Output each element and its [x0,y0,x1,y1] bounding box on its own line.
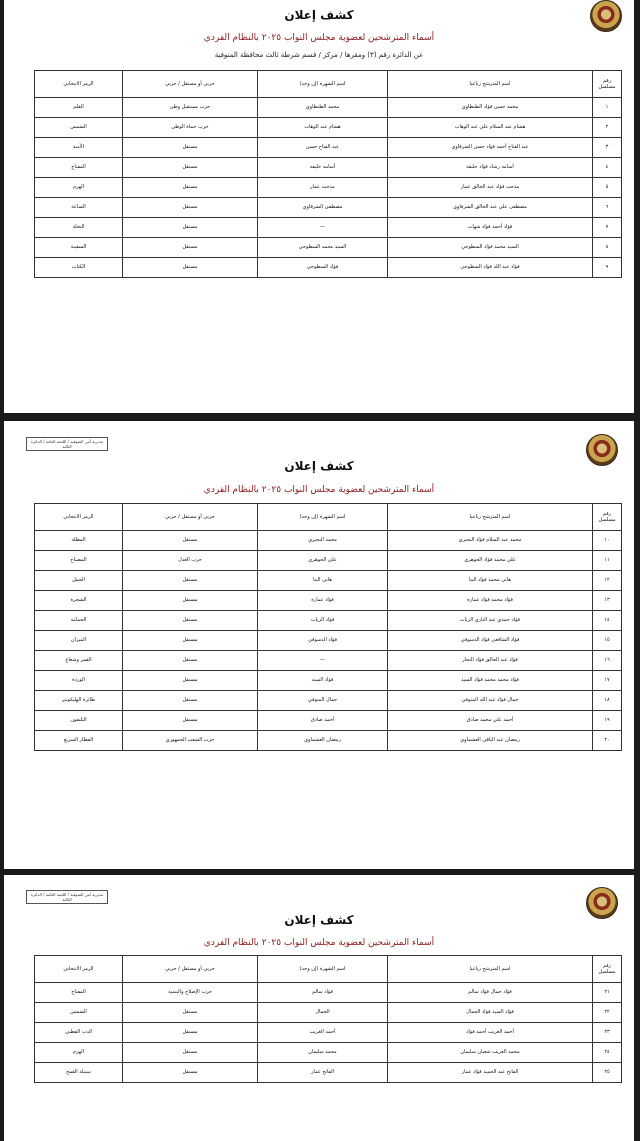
cell-serial: ١٣ [593,591,622,611]
table-row [35,711,622,731]
table-row [35,531,622,551]
table-row [35,1063,622,1083]
cell-serial: ١٧ [593,671,622,691]
cell-symbol: الجمل [35,571,123,591]
cell-symbol: المفتاح [35,158,123,178]
district-info: عن الدائرة رقم (٣) ومقرها / مركز / قسم شرطة ثالث محافظة المنوفية [214,51,424,59]
cell-symbol: سنبلة القمح [35,1063,123,1083]
cell-nickname: فؤاد السطوحي [258,258,388,278]
cell-nickname: — [258,651,388,671]
table-row [35,98,622,118]
table-row [35,731,622,751]
cell-name: فؤاد محمد فؤاد عمارة [388,591,593,611]
table-row [35,1043,622,1063]
cell-symbol: السفينة [35,238,123,258]
cell-symbol: القلم [35,98,123,118]
official-stamp: مديرية أمن المنوفية / اللجنة العامة / الدائرة الثالثة [26,890,108,904]
cell-serial: ٢٤ [593,1043,622,1063]
cell-name: محمد حسن فؤاد الطنطاوي [388,98,593,118]
cell-symbol: الحمامة [35,611,123,631]
header-symbol: الرمز الانتخابي [35,71,123,98]
cell-affiliation: مستقل [123,631,258,651]
candidates-table [34,955,622,1083]
cell-nickname: رمضان العشماوي [258,731,388,751]
table-row [35,158,622,178]
cell-serial: ٢١ [593,983,622,1003]
official-stamp: مديرية أمن المنوفية / اللجنة العامة / الدائرة الثالثة [26,437,108,451]
cell-affiliation: مستقل [123,238,258,258]
cell-affiliation: مستقل [123,1023,258,1043]
cell-name: فؤاد عبد الخالق فؤاد النجار [388,651,593,671]
cell-affiliation: مستقل [123,691,258,711]
table-header-row [35,504,622,531]
cell-serial: ٢٢ [593,1003,622,1023]
cell-serial: ٦ [593,198,622,218]
cell-affiliation: مستقل [123,138,258,158]
candidates-table [34,70,622,278]
header-name: اسم المترشح رباعيا [388,956,593,983]
header-symbol: الرمز الانتخابي [35,956,123,983]
cell-nickname: محمد سليمان [258,1043,388,1063]
cell-affiliation: مستقل [123,531,258,551]
table-header-row [35,956,622,983]
cell-affiliation: حزب مستقبل وطن [123,98,258,118]
cell-nickname: الفاتح عمار [258,1063,388,1083]
cell-name: هاني محمد فؤاد البنا [388,571,593,591]
header-nickname: اسم الشهرة (إن وجد) [258,71,388,98]
cell-affiliation: مستقل [123,258,258,278]
cell-affiliation: مستقل [123,611,258,631]
cell-affiliation: مستقل [123,218,258,238]
table-row [35,178,622,198]
table-row [35,118,622,138]
header-serial: رقم مسلسل [593,71,622,98]
cell-symbol: الساعة [35,198,123,218]
table-header-row [35,71,622,98]
table-row [35,983,622,1003]
document-page-3 [4,875,634,1141]
cell-serial: ٧ [593,218,622,238]
cell-nickname: — [258,218,388,238]
cell-name: فؤاد حمدي عبد الباري الزيات [388,611,593,631]
cell-serial: ١ [593,98,622,118]
cell-name: فؤاد السيد فؤاد الجمال [388,1003,593,1023]
cell-serial: ٢٠ [593,731,622,751]
cell-affiliation: مستقل [123,1063,258,1083]
cell-name: رمضان عبد الباقي العشماوي [388,731,593,751]
cell-nickname: جمال المنوفي [258,691,388,711]
table-row [35,591,622,611]
cell-affiliation: حزب الإصلاح والتنمية [123,983,258,1003]
cell-symbol: الشمس [35,1003,123,1023]
cell-name: أحمد الغريب أحمد فؤاد [388,1023,593,1043]
cell-symbol: طائرة الهليكوبتر [35,691,123,711]
cell-nickname: فؤاد السيد [258,671,388,691]
cell-name: محمد عبد السلام فؤاد البحيري [388,531,593,551]
table-row [35,218,622,238]
cell-nickname: فؤاد الزيات [258,611,388,631]
cell-symbol: الكتاب [35,258,123,278]
cell-symbol: الدب القطبي [35,1023,123,1043]
table-row [35,691,622,711]
cell-serial: ١٠ [593,531,622,551]
header-nickname: اسم الشهرة (إن وجد) [258,504,388,531]
cell-affiliation: مستقل [123,1043,258,1063]
cell-nickname: عبد الفتاح حسن [258,138,388,158]
cell-name: مدحت فؤاد عبد الخالق عمار [388,178,593,198]
cell-serial: ٢٥ [593,1063,622,1083]
document-page-1 [4,0,634,413]
cell-serial: ٤ [593,158,622,178]
candidates-table [34,503,622,751]
cell-nickname: أحمد صادق [258,711,388,731]
cell-affiliation: حزب الشعب الجمهوري [123,731,258,751]
header-affiliation: حزبي أو مستقل / حزبي [123,956,258,983]
header-serial: رقم مسلسل [593,504,622,531]
cell-symbol: التليفون [35,711,123,731]
table-row [35,551,622,571]
cell-nickname: مصطفى الشرقاوي [258,198,388,218]
cell-symbol: الهرم [35,178,123,198]
page-title: كشف إعلان [284,913,354,927]
table-row [35,1003,622,1023]
table-row [35,238,622,258]
cell-name: علي محمد فؤاد الجوهري [388,551,593,571]
cell-serial: ٨ [593,238,622,258]
cell-symbol: الأسد [35,138,123,158]
table-row [35,138,622,158]
cell-name: السيد محمد فؤاد السطوحي [388,238,593,258]
cell-nickname: هاني البنا [258,571,388,591]
cell-serial: ١٨ [593,691,622,711]
cell-nickname: أسامة خليفة [258,158,388,178]
cell-affiliation: مستقل [123,1003,258,1023]
cell-affiliation: مستقل [123,711,258,731]
table-row [35,571,622,591]
cell-nickname: السيد محمد السطوحي [258,238,388,258]
cell-symbol: الوردة [35,671,123,691]
cell-affiliation: مستقل [123,178,258,198]
cell-symbol: النخلة [35,218,123,238]
cell-serial: ٩ [593,258,622,278]
header-name: اسم المترشح رباعيا [388,71,593,98]
cell-affiliation: مستقل [123,158,258,178]
header-affiliation: حزبي أو مستقل / حزبي [123,504,258,531]
cell-symbol: الشمس [35,118,123,138]
page-subtitle: أسماء المترشحين لعضوية مجلس النواب ٢٠٢٥ بالنظام الفردي [203,33,435,43]
cell-name: الفاتح عبد الحميد فؤاد عمار [388,1063,593,1083]
cell-name: فؤاد عبد الله فؤاد السطوحي [388,258,593,278]
header-name: اسم المترشح رباعيا [388,504,593,531]
cell-name: جمال فؤاد عبد الله المنوفي [388,691,593,711]
cell-serial: ٢٣ [593,1023,622,1043]
cell-serial: ١٤ [593,611,622,631]
cell-nickname: مدحت عمار [258,178,388,198]
cell-serial: ١٥ [593,631,622,651]
cell-affiliation: مستقل [123,671,258,691]
cell-symbol: المصباح [35,551,123,571]
table-row [35,631,622,651]
cell-name: أسامة رشاد فؤاد خليفة [388,158,593,178]
cell-name: فؤاد جمال فؤاد سالم [388,983,593,1003]
cell-symbol: المفتاح [35,983,123,1003]
cell-nickname: علي الجوهري [258,551,388,571]
cell-name: محمد الغريب شعبان سليمان [388,1043,593,1063]
page-subtitle: أسماء المترشحين لعضوية مجلس النواب ٢٠٢٥ بالنظام الفردي [203,938,435,948]
header-symbol: الرمز الانتخابي [35,504,123,531]
cell-affiliation: مستقل [123,571,258,591]
cell-symbol: المظلة [35,531,123,551]
header-nickname: اسم الشهرة (إن وجد) [258,956,388,983]
cell-name: أحمد علي محمد صادق [388,711,593,731]
cell-serial: ١٩ [593,711,622,731]
table-row [35,671,622,691]
cell-nickname: محمد البحيري [258,531,388,551]
page-subtitle: أسماء المترشحين لعضوية مجلس النواب ٢٠٢٥ بالنظام الفردي [203,485,435,495]
document-page-2 [4,421,634,869]
cell-nickname: فؤاد عمارة [258,591,388,611]
cell-symbol: الهرم [35,1043,123,1063]
cell-serial: ٣ [593,138,622,158]
table-row [35,651,622,671]
cell-affiliation: حزب العدل [123,551,258,571]
cell-symbol: القمر وشعاع [35,651,123,671]
table-row [35,1023,622,1043]
cell-nickname: الجمال [258,1003,388,1023]
cell-name: مصطفى علي عبد الخالق الشرقاوي [388,198,593,218]
cell-serial: ٥ [593,178,622,198]
cell-serial: ١٦ [593,651,622,671]
cell-symbol: الميزان [35,631,123,651]
cell-name: عبد الفتاح أحمد فؤاد حسن الشرقاوي [388,138,593,158]
cell-affiliation: حزب حماة الوطن [123,118,258,138]
page-title: كشف إعلان [284,8,354,22]
cell-name: فؤاد أحمد فؤاد شهاب [388,218,593,238]
cell-symbol: القطار السريع [35,731,123,751]
cell-nickname: فؤاد سالم [258,983,388,1003]
table-row [35,258,622,278]
cell-name: فؤاد الشافعي فؤاد الدسوقي [388,631,593,651]
cell-affiliation: مستقل [123,651,258,671]
cell-affiliation: مستقل [123,591,258,611]
page-title: كشف إعلان [284,459,354,473]
cell-nickname: هشام عبد الوهاب [258,118,388,138]
cell-nickname: محمد الطنطاوي [258,98,388,118]
cell-nickname: أحمد الغريب [258,1023,388,1043]
table-row [35,198,622,218]
cell-serial: ١١ [593,551,622,571]
cell-name: هشام عبد السلام علي عبد الوهاب [388,118,593,138]
cell-serial: ٢ [593,118,622,138]
cell-name: فؤاد محمد محمد فؤاد السيد [388,671,593,691]
cell-serial: ١٢ [593,571,622,591]
cell-affiliation: مستقل [123,198,258,218]
header-serial: رقم مسلسل [593,956,622,983]
cell-nickname: فؤاد الدسوقي [258,631,388,651]
table-row [35,611,622,631]
cell-symbol: الشجرة [35,591,123,611]
header-affiliation: حزبي أو مستقل / حزبي [123,71,258,98]
